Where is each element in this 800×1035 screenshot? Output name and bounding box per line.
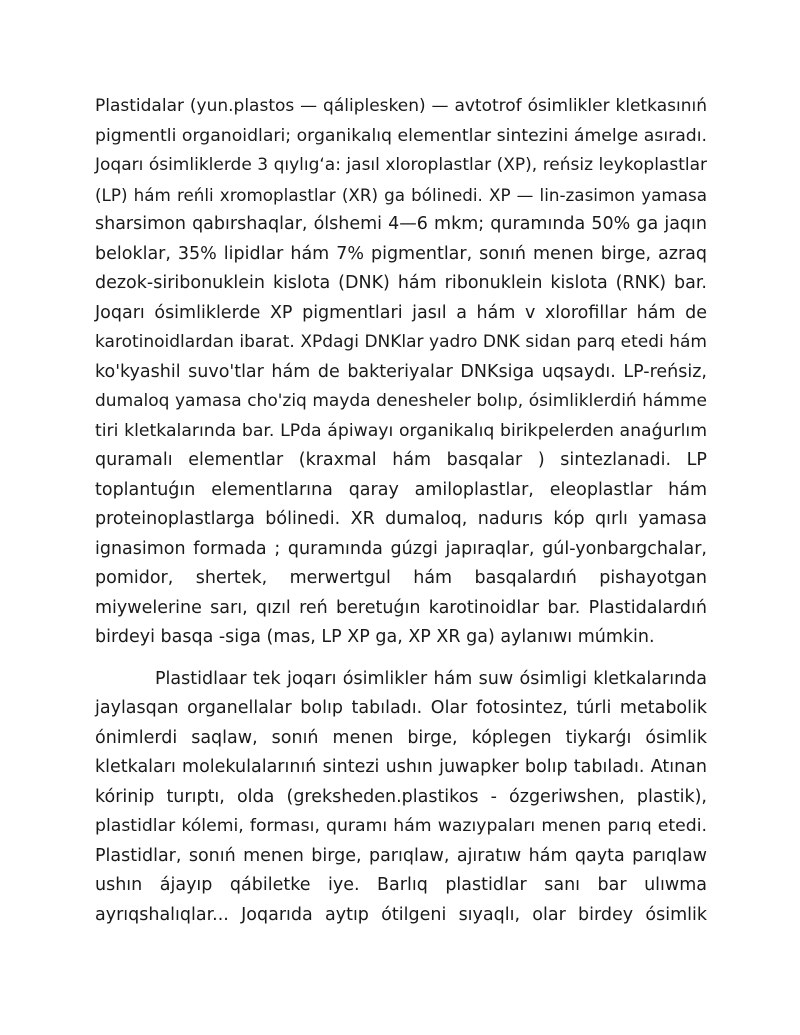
paragraph-2: [95, 665, 707, 931]
paragraph-line: pigmentli organoidlari; organikalıq elementlar sintezini ámelge asıradı.: [95, 125, 707, 146]
paragraph-line: Joqarı ósimliklerde XP pigmentlari jasıl a hám v xlorofillar hám de: [95, 302, 707, 323]
paragraph-line: ko'kyashil suvo'tlar hám de bakteriyalar DNKsiga uqsaydı. LP-reńsiz,: [95, 361, 707, 382]
paragraph-line: toplantuǵın elementlarına qaray amiloplastlar, eleoplastlar hám: [95, 479, 707, 500]
paragraph-line: dumaloq yamasa cho'ziq mayda denesheler bolıp, ósimliklerdiń hámme: [95, 391, 707, 411]
paragraph-line: karotinoidlardan ibarat. XPdagi DNKlar yadro DNK sidan parq etedi hám: [95, 332, 707, 352]
paragraph-line: tiri kletkalarında bar. LPda ápiwayı organikalıq birikpelerden anaǵurlım: [95, 420, 707, 441]
paragraph-line: proteinoplastlarga bólinedi. XR dumaloq, nadurıs kóp qırlı yamasa: [95, 509, 707, 529]
paragraph-line: dezok-siribonuklein kislota (DNK) hám ribonuklein kislota (RNK) bar.: [95, 273, 707, 293]
paragraph-line: birdeyi basqa -siga (mas, LP XP ga, XP XR ga) aylanıwı múmkin.: [95, 627, 655, 647]
paragraph-line: ushın ájayıp qábiletke iye. Barlıq plastidlar sanı bar ulıwma: [95, 875, 707, 895]
paragraph-line: beloklar, 35% lipidlar hám 7% pigmentlar, sonıń menen birge, azraq: [95, 243, 707, 264]
paragraph-line: kórinip turıptı, olda (greksheden.plastikos - ózgeriwshen, plastik),: [95, 786, 707, 807]
paragraph-line: (LP) hám reńli xromoplastlar (XR) ga bólinedi. XP — lin-zasimon yamasa: [95, 184, 707, 205]
paragraph-line: quramalı elementlar (kraxmal hám basqalar ) sintezlanadi. LP: [95, 450, 707, 470]
paragraph-line: sharsimon qabırshaqlar, ólshemi 4—6 mkm; quramında 50% ga jaqın: [95, 214, 707, 234]
paragraph-line: Plastidlar, sonıń menen birge, parıqlaw, ajıratıw hám qayta parıqlaw: [95, 845, 707, 866]
paragraph-line: ayrıqshalıqlar... Joqarıda aytıp ótilgeni sıyaqlı, olar birdey ósimlik: [95, 904, 707, 925]
paragraph-line: Joqarı ósimliklerde 3 qıylıg‘a: jasıl xloroplastlar (XP), reńsiz leykoplastlar: [95, 155, 707, 175]
paragraph-line: ónimlerdi saqlaw, sonıń menen birge, kóplegen tiykarǵı ósimlik: [95, 727, 707, 748]
paragraph-line: kletkaları molekulalarınıń sintezi ushın juwapker bolıp tabıladı. Atınan: [95, 757, 707, 777]
paragraph-line: Plastidalar (yun.plastos — qáliplesken) — avtotrof ósimlikler kletkasınıń: [95, 96, 707, 116]
paragraph-line: Plastidlaar tek joqarı ósimlikler hám suw ósimligi kletkalarında: [155, 668, 707, 689]
paragraph-line: ignasimon formada ; quramında gúzgi japıraqlar, gúl-yonbargchalar,: [95, 538, 707, 559]
paragraph-spacer: [95, 653, 707, 665]
paragraph-line: plastidlar kólemi, forması, quramı hám wazıypaları menen parıq etedi.: [95, 816, 707, 836]
paragraph-line: miywelerine sarı, qızıl reń beretuǵın karotinoidlar bar. Plastidalardıń: [95, 597, 707, 618]
paragraph-line: jaylasqan organellalar bolıp tabıladı. Olar fotosintez, túrli metabolik: [95, 698, 707, 718]
document-body: [95, 92, 707, 930]
paragraph-line: pomidor, shertek, merwertgul hám basqalardıń pishayotgan: [95, 568, 707, 588]
paragraph-1: [95, 92, 707, 653]
